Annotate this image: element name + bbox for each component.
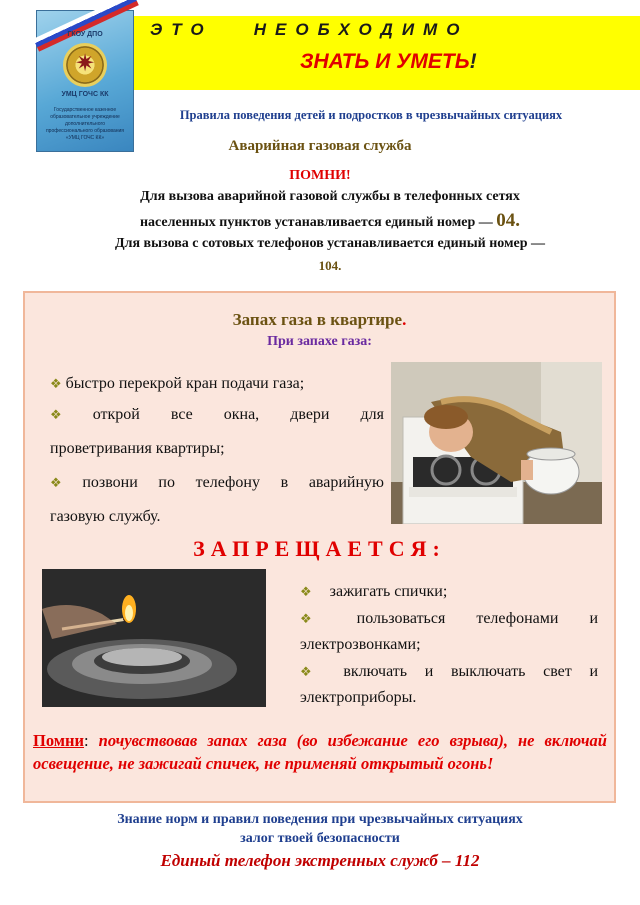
photo-person-smelling-gas-stove: [391, 362, 602, 524]
diamond-bullet-icon: ❖: [300, 584, 312, 599]
diamond-bullet-icon: ❖: [50, 407, 89, 422]
tip-text: быстро перекрой кран подачи газа;: [65, 375, 305, 392]
remember-warning: [33, 729, 607, 775]
ban-text: зажигать спички;: [329, 583, 448, 600]
footer-line-1: Знание норм и правил поведения при чрезвычайных ситуациях: [117, 812, 523, 827]
notice-line-3: Для вызова с сотовых телефонов устанавливается единый номер —: [114, 236, 546, 251]
remember-heading: ПОМНИ!: [289, 168, 351, 183]
logo-mid-text: УМЦ ГОЧС КК: [61, 91, 109, 98]
tip-text: позвони по телефону в аварийную: [82, 474, 384, 491]
ban-lights: [300, 658, 598, 686]
banner-exclamation: !: [469, 50, 477, 73]
diamond-bullet-icon: ❖: [50, 376, 62, 391]
ban-phones-cont: электрозвонками;: [300, 636, 421, 653]
service-title: Аварийная газовая служба: [228, 138, 412, 154]
remember-label: Помни: [33, 731, 85, 750]
emergency-phone-112: Единый телефон экстренных служб – 112: [160, 851, 480, 870]
photo-lit-match-gas-burner: [42, 569, 266, 707]
tip-text: открой все окна, двери для: [92, 406, 385, 423]
footer-line-2: залог твоей безопасности: [240, 831, 400, 846]
tip-open-windows-cont: проветривания квартиры;: [50, 440, 225, 457]
notice-line-1: Для вызова аварийной газовой службы в телефонных сетях: [140, 189, 520, 204]
emergency-number-104: 104.: [318, 258, 342, 273]
diamond-bullet-icon: ❖: [300, 611, 339, 626]
ban-lights-cont: электроприборы.: [300, 689, 417, 706]
diamond-bullet-icon: ❖: [50, 475, 79, 490]
gas-smell-title: [23, 310, 616, 330]
notice-line-2-text: населенных пунктов устанавливается единый номер —: [139, 215, 497, 230]
logo-bottom-text: Государственное казенное образовательное учреждение дополнительного профессионального образования «УМЦ ГОЧС КК»: [45, 107, 125, 141]
tip-call-service-cont: газовую службу.: [50, 508, 161, 525]
notice-line-2: [40, 210, 620, 232]
logo-emblem: [36, 10, 134, 152]
ban-text: пользоваться телефонами и: [356, 610, 598, 627]
ban-text: включать и выключать свет и: [343, 663, 599, 680]
tip-open-windows: [50, 398, 384, 432]
forbidden-heading: ЗАПРЕЩАЕТСЯ:: [193, 536, 446, 561]
tip-close-valve: [50, 367, 384, 401]
gas-smell-title-text: Запах газа в квартире: [232, 310, 403, 329]
banner-line-2-text: ЗНАТЬ И УМЕТЬ: [300, 50, 470, 73]
emergency-number-04: 04.: [496, 210, 521, 231]
banner-line-2: [300, 50, 477, 74]
gas-smell-title-dot: .: [402, 310, 407, 329]
logo-top-text: ГКОУ ДПО: [67, 31, 103, 38]
page-subtitle: Правила поведения детей и подростков в чрезвычайных ситуациях: [179, 108, 563, 122]
remember-colon: :: [84, 731, 89, 750]
ban-phones: [300, 605, 598, 633]
gas-smell-subtitle: При запахе газа:: [267, 334, 372, 349]
diamond-bullet-icon: ❖: [300, 664, 326, 679]
ban-matches: [300, 578, 598, 606]
emblem-star-icon: ✷: [74, 51, 96, 77]
banner-line-1: ЭТО НЕОБХОДИМО: [150, 20, 469, 39]
tip-call-service: [50, 466, 384, 500]
remember-text: почувствовав запах газа (во избежание его взрыва), не включай освещение, не зажигай спичек, не применяй открытый огонь!: [33, 731, 607, 773]
